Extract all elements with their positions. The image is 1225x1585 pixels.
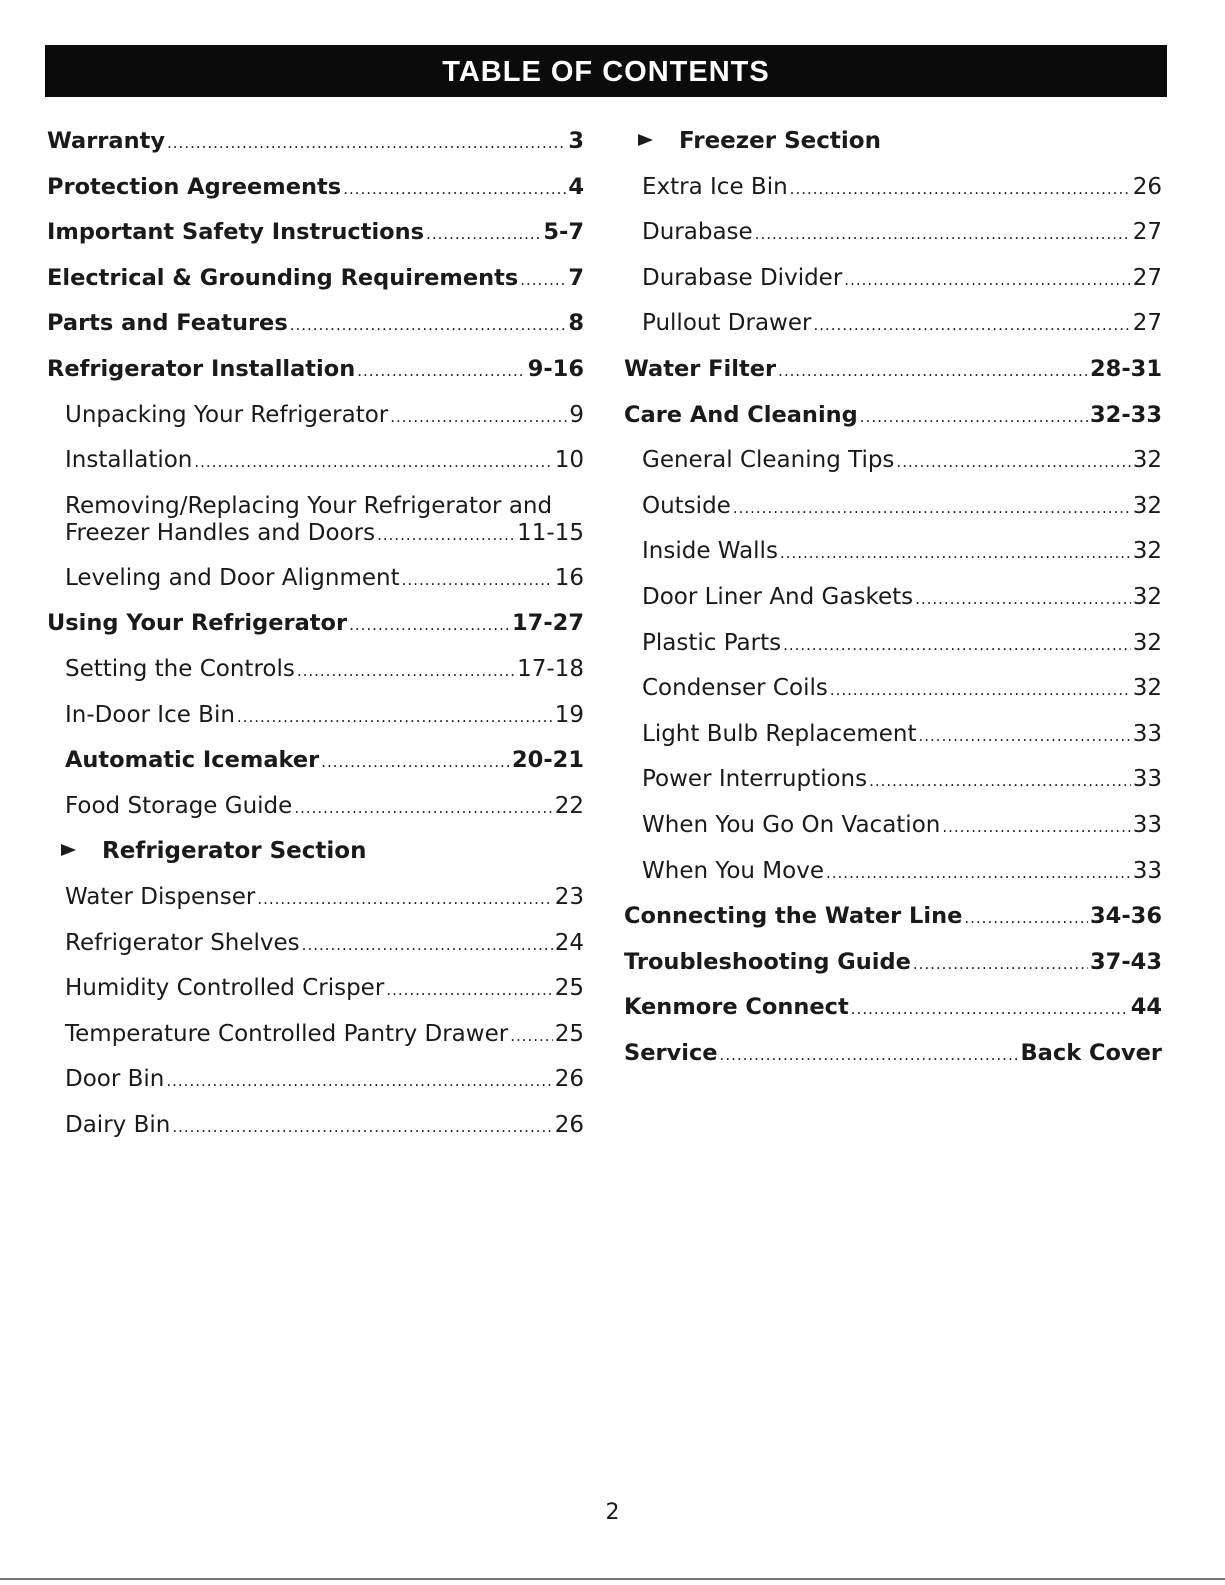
- toc-entry-page: 32: [1132, 675, 1162, 702]
- dot-leader: [783, 636, 1131, 654]
- toc-entry[interactable]: [624, 721, 1162, 767]
- toc-entry-page: 4: [568, 173, 584, 200]
- toc-entry-page: Back Cover: [1020, 1039, 1162, 1066]
- dot-leader: [237, 708, 553, 726]
- toc-entry-label: Durabase Divider: [642, 264, 843, 291]
- toc-entry-page: 9: [569, 401, 584, 428]
- toc-entry[interactable]: [624, 903, 1162, 949]
- toc-entry-page: 32: [1132, 492, 1162, 519]
- toc-entry[interactable]: [47, 930, 584, 976]
- dot-leader: [915, 590, 1131, 608]
- toc-entry-page: 33: [1132, 857, 1162, 884]
- toc-entry[interactable]: [624, 949, 1162, 995]
- dot-leader: [172, 1118, 552, 1136]
- toc-entry-page: 33: [1132, 766, 1162, 793]
- dot-leader: [860, 408, 1088, 426]
- toc-entry-page: 32: [1132, 538, 1162, 565]
- toc-entry-label: Setting the Controls: [65, 655, 295, 682]
- toc-entry[interactable]: [624, 493, 1162, 539]
- toc-entry-page: 32: [1132, 629, 1162, 656]
- toc-entry[interactable]: [47, 356, 584, 402]
- dot-leader: [510, 1027, 553, 1045]
- toc-entry-label: Pullout Drawer: [642, 310, 812, 337]
- toc-left-column: [47, 128, 584, 1157]
- toc-entry[interactable]: [47, 656, 584, 702]
- toc-entry-label: When You Go On Vacation: [642, 811, 941, 838]
- toc-entry[interactable]: [47, 1112, 584, 1158]
- toc-entry-label: Kenmore Connect: [624, 994, 849, 1021]
- dot-leader: [386, 981, 552, 999]
- dot-leader: [778, 362, 1088, 380]
- toc-entry-label: Light Bulb Replacement: [642, 720, 917, 747]
- toc-entry-label: Durabase: [642, 219, 753, 246]
- toc-entry[interactable]: [624, 310, 1162, 356]
- toc-entry-label: Condenser Coils: [642, 675, 828, 702]
- toc-entry-page: 3: [568, 128, 584, 154]
- toc-entry[interactable]: [47, 265, 584, 311]
- toc-entry[interactable]: [47, 1021, 584, 1067]
- toc-entry-page: 17-18: [517, 655, 584, 682]
- toc-entry[interactable]: [47, 565, 584, 611]
- dot-leader: [167, 134, 566, 152]
- dot-leader: [780, 544, 1131, 562]
- toc-entry-page: 27: [1132, 264, 1162, 291]
- dot-leader: [720, 1046, 1019, 1064]
- toc-entry-label: Water Filter: [624, 355, 777, 382]
- toc-entry-label: Important Safety Instructions: [47, 219, 425, 246]
- page-number: 2: [605, 1500, 620, 1525]
- toc-entry[interactable]: [624, 538, 1162, 584]
- toc-entry-page: 27: [1132, 310, 1162, 337]
- toc-entry[interactable]: [47, 975, 584, 1021]
- toc-entry[interactable]: [47, 402, 584, 448]
- toc-entry-label: Electrical & Grounding Requirements: [47, 264, 519, 291]
- toc-entry-label: Refrigerator Shelves: [65, 929, 300, 956]
- toc-entry-page: 28-31: [1090, 355, 1162, 382]
- dot-leader: [844, 271, 1130, 289]
- toc-entry-label: Dairy Bin: [65, 1111, 171, 1138]
- toc-entry[interactable]: [624, 219, 1162, 265]
- toc-entry[interactable]: [47, 219, 584, 265]
- toc-entry[interactable]: [47, 610, 584, 656]
- dot-leader: [426, 225, 541, 243]
- dot-leader: [321, 753, 510, 771]
- toc-entry-page: 26: [554, 1111, 584, 1138]
- dot-leader: [194, 453, 552, 471]
- toc-entry-label: Power Interruptions: [642, 766, 868, 793]
- dot-leader: [377, 526, 515, 544]
- toc-entry[interactable]: [47, 884, 584, 930]
- toc-entry[interactable]: [624, 812, 1162, 858]
- toc-entry-label: Water Dispenser: [65, 883, 256, 910]
- toc-entry-page: 44: [1130, 994, 1162, 1021]
- toc-entry-label: Troubleshooting Guide: [624, 948, 911, 975]
- toc-entry[interactable]: [624, 174, 1162, 220]
- toc-entry[interactable]: [624, 402, 1162, 448]
- toc-entry-page: 9-16: [527, 355, 584, 382]
- dot-leader: [813, 316, 1130, 334]
- toc-entry[interactable]: [47, 702, 584, 748]
- toc-entry-page: 5-7: [543, 219, 584, 246]
- toc-entry[interactable]: [624, 630, 1162, 676]
- toc-entry-page: 27: [1132, 219, 1162, 246]
- toc-entry[interactable]: [624, 356, 1162, 402]
- dot-leader: [257, 890, 552, 908]
- toc-entry[interactable]: [624, 858, 1162, 904]
- toc-banner: [45, 45, 1167, 97]
- dot-leader: [166, 1072, 552, 1090]
- toc-entry[interactable]: [47, 128, 584, 174]
- toc-entry-label: Door Liner And Gaskets: [642, 583, 914, 610]
- toc-entry-page: 8: [568, 310, 584, 337]
- toc-entry-page: 19: [554, 701, 584, 728]
- toc-right-column: [624, 128, 1162, 1085]
- arrow-right-icon: [638, 134, 653, 146]
- toc-entry-label: Using Your Refrigerator: [47, 610, 348, 637]
- toc-entry-label: Warranty: [47, 128, 166, 154]
- toc-entry-page: 33: [1132, 720, 1162, 747]
- dot-leader: [297, 662, 515, 680]
- dot-leader: [913, 955, 1088, 973]
- dot-leader: [349, 616, 510, 634]
- dot-leader: [964, 909, 1088, 927]
- dot-leader: [294, 799, 552, 817]
- toc-entry-label: Door Bin: [65, 1066, 165, 1093]
- toc-entry-label: Care And Cleaning: [624, 401, 858, 428]
- dot-leader: [402, 571, 553, 589]
- dot-leader: [755, 225, 1131, 243]
- toc-title: TABLE OF CONTENTS: [442, 56, 770, 88]
- toc-entry[interactable]: [624, 1040, 1162, 1086]
- toc-entry[interactable]: [47, 493, 584, 565]
- toc-entry-page: 34-36: [1090, 903, 1162, 930]
- toc-entry-label: Plastic Parts: [642, 629, 782, 656]
- toc-entry-page: 23: [554, 883, 584, 910]
- toc-entry-label: Automatic Icemaker: [65, 747, 320, 774]
- toc-entry[interactable]: [47, 447, 584, 493]
- toc-entry-page: 25: [554, 975, 584, 1002]
- toc-entry-label: Parts and Features: [47, 310, 288, 337]
- dot-leader: [869, 772, 1131, 790]
- toc-entry-label: Service: [624, 1039, 718, 1066]
- toc-entry[interactable]: [624, 675, 1162, 721]
- toc-entry-page: 32: [1132, 583, 1162, 610]
- toc-entry-label: Leveling and Door Alignment: [65, 564, 400, 591]
- section-heading: [47, 838, 584, 884]
- toc-entry-label: When You Move: [642, 857, 824, 884]
- toc-entry[interactable]: [47, 1066, 584, 1112]
- dot-leader: [919, 727, 1131, 745]
- toc-entry-page: 26: [554, 1066, 584, 1093]
- dot-leader: [790, 180, 1131, 198]
- toc-entry[interactable]: [47, 793, 584, 839]
- toc-entry-page: 10: [554, 447, 584, 474]
- toc-entry-label: Freezer Handles and Doors: [65, 519, 376, 546]
- dot-leader: [830, 681, 1131, 699]
- dot-leader: [896, 453, 1130, 471]
- toc-entry[interactable]: [624, 994, 1162, 1040]
- section-heading-label: Refrigerator Section: [102, 838, 367, 865]
- toc-entry-label: Protection Agreements: [47, 173, 342, 200]
- toc-entry-page: 16: [554, 564, 584, 591]
- toc-entry-page: 22: [554, 792, 584, 819]
- toc-entry-label: Installation: [65, 447, 193, 474]
- toc-entry-label: Unpacking Your Refrigerator: [65, 401, 389, 428]
- dot-leader: [942, 818, 1130, 836]
- dot-leader: [390, 408, 567, 426]
- toc-entry-page: 24: [554, 929, 584, 956]
- toc-entry-page: 32: [1132, 447, 1162, 474]
- toc-entry-label: Removing/Replacing Your Refrigerator and: [65, 492, 553, 519]
- toc-entry-label: Humidity Controlled Crisper: [65, 975, 385, 1002]
- toc-entry-label: General Cleaning Tips: [642, 447, 895, 474]
- dot-leader: [343, 180, 566, 198]
- section-heading-label: Freezer Section: [679, 128, 881, 154]
- bottom-rule: [0, 1578, 1225, 1580]
- toc-entry-page: 33: [1132, 811, 1162, 838]
- toc-entry[interactable]: [47, 310, 584, 356]
- toc-entry-page: 37-43: [1090, 948, 1162, 975]
- toc-entry[interactable]: [624, 447, 1162, 493]
- toc-entry[interactable]: [624, 766, 1162, 812]
- toc-entry[interactable]: [47, 174, 584, 220]
- toc-entry-page: 11-15: [517, 519, 584, 546]
- toc-entry-page: 32-33: [1090, 401, 1162, 428]
- arrow-right-icon: [61, 844, 76, 856]
- toc-entry-page: 7: [568, 264, 584, 291]
- dot-leader: [357, 362, 525, 380]
- dot-leader: [826, 864, 1131, 882]
- toc-entry-label: Connecting the Water Line: [624, 903, 963, 930]
- toc-entry-label: Extra Ice Bin: [642, 173, 788, 200]
- toc-entry[interactable]: [624, 584, 1162, 630]
- toc-entry-label: In-Door Ice Bin: [65, 701, 235, 728]
- dot-leader: [302, 936, 553, 954]
- dot-leader: [851, 1000, 1129, 1018]
- toc-entry-label: Food Storage Guide: [65, 792, 293, 819]
- toc-entry-label: Refrigerator Installation: [47, 355, 356, 382]
- dot-leader: [290, 316, 567, 334]
- toc-entry-label: Outside: [642, 492, 731, 519]
- toc-entry-line2: [65, 520, 584, 546]
- toc-entry-label: Temperature Controlled Pantry Drawer: [65, 1020, 509, 1047]
- dot-leader: [520, 271, 566, 289]
- toc-entry-page: 20-21: [512, 747, 584, 774]
- toc-entry-page: 25: [554, 1020, 584, 1047]
- toc-entry-label: Inside Walls: [642, 538, 778, 565]
- toc-entry[interactable]: [47, 747, 584, 793]
- toc-entry[interactable]: [624, 265, 1162, 311]
- section-heading: [624, 128, 1162, 174]
- toc-entry-page: 17-27: [512, 610, 584, 637]
- dot-leader: [733, 499, 1131, 517]
- toc-entry-page: 26: [1132, 173, 1162, 200]
